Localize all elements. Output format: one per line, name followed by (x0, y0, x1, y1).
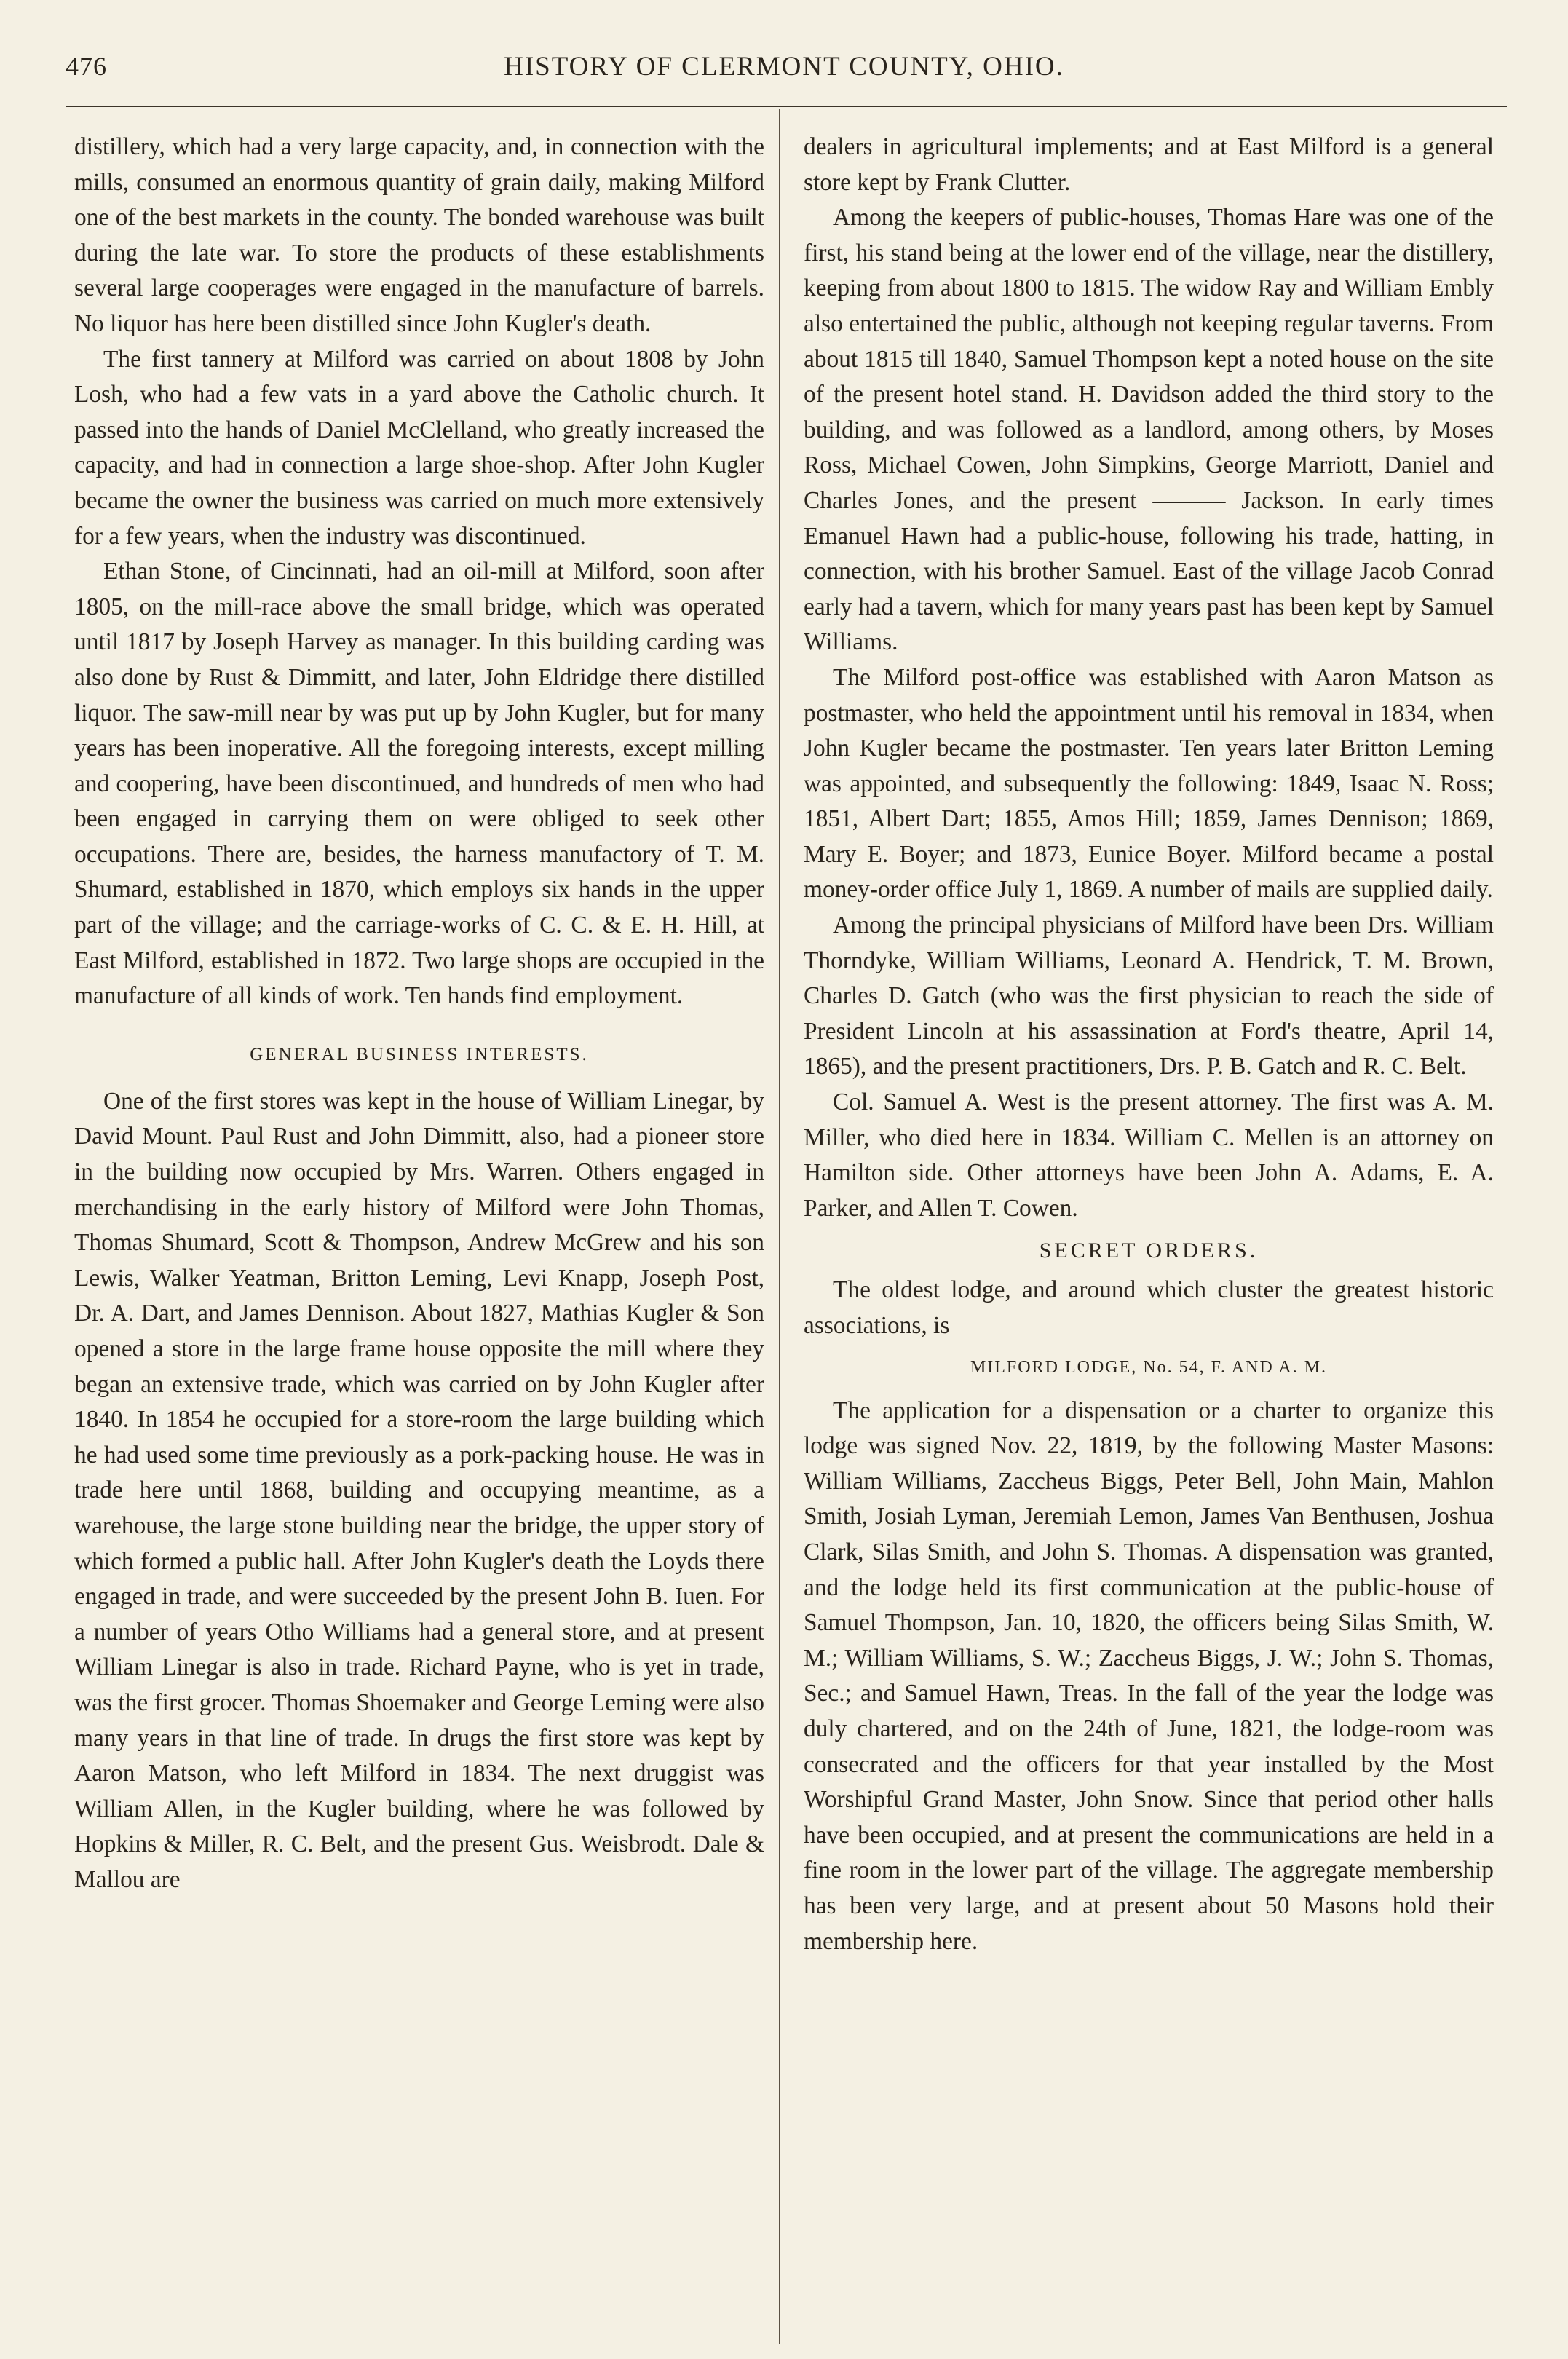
paragraph: distillery, which had a very large capacity, and, in connection with the mills, consumed an enormous quantity of grain daily, making Milford one of the best markets in the county. The bonded warehouse was built during the late war. To store the products of these establishments several large cooperages were engaged in the manufacture of barrels. No liquor has here been distilled since John Kugler's death. (74, 133, 764, 337)
paragraph: The Milford post-office was established with Aaron Matson as postmaster, who held the appointment until his removal in 1834, when John Kugler became the postmaster. Ten years later Britton Leming was appointed, and subsequently the following: 1849, Isaac N. Ross; 1851, Albert Dart; 1855, Amos Hill; 1859, James Dennison; 1869, Mary E. Boyer; and 1873, Eunice Boyer. Milford became a postal money-order office July 1, 1869. A number of mails are supplied daily. (804, 663, 1494, 904)
paragraph: Col. Samuel A. West is the present attorney. The first was A. M. Miller, who died here in 1834. William C. Mellen is an attorney on Hamilton side. Other attorneys have been John A. Adams, E. A. Parker, and Allen T. Cowen. (804, 1088, 1494, 1222)
column-divider (779, 109, 780, 2344)
right-column (804, 130, 1494, 1959)
header-rule (66, 106, 1507, 107)
paragraph: Among the keepers of public-houses, Thomas Hare was one of the first, his stand being at the lower end of the village, near the distillery, keeping from about 1800 to 1815. The widow Ray and William Embly also entertained the public, although not keeping regular taverns. From about 1815 till 1840, Samuel Thompson kept a noted house on the site of the present hotel stand. H. Davidson added the third story to the building, and was followed as a landlord, among others, by Moses Ross, Michael Cowen, John Simpkins, George Marriott, Daniel and Charles Jones, and the present ——— Jackson. In early times Emanuel Hawn had a public-house, following his trade, hatting, in connection, with his brother Samuel. East of the village Jacob Conrad early had a tavern, which for many years past has been kept by Samuel Williams. (804, 204, 1494, 656)
paragraph: The oldest lodge, and around which cluster the greatest historic associations, is (804, 1276, 1494, 1339)
paragraph: Among the principal physicians of Milford have been Drs. William Thorndyke, William Williams, Leonard A. Hendrick, T. M. Brown, Charles D. Gatch (who was the first physician to reach the side of President Lincoln at his assassination at Ford's theatre, April 14, 1865), and the present practitioners, Drs. P. B. Gatch and R. C. Belt. (804, 912, 1494, 1080)
section-heading-secret-orders: SECRET ORDERS. (1039, 1238, 1259, 1263)
page-number: 476 (66, 52, 107, 81)
paragraph: Ethan Stone, of Cincinnati, had an oil-mill at Milford, soon after 1805, on the mill-race above the small bridge, which was operated until 1817 by Joseph Harvey as manager. In this building carding was also done by Rust & Dimmitt, and later, John Eldridge there distilled liquor. The saw-mill near by was put up by John Kugler, but for many years has been inoperative. All the foregoing interests, except milling and coopering, have been discontinued, and hundreds of men who had been engaged in carrying them on were obliged to seek other occupations. There are, besides, the harness manufactory of T. M. Shumard, established in 1870, which employs six hands in the upper part of the village; and the carriage-works of C. C. & E. H. Hill, at East Milford, established in 1872. Two large shops are occupied in the manufacture of all kinds of work. Ten hands find employment. (74, 558, 764, 1010)
running-title: HISTORY OF CLERMONT COUNTY, OHIO. (504, 52, 1064, 82)
paragraph: The first tannery at Milford was carried on about 1808 by John Losh, who had a few vats in a yard above the Catholic church. It passed into the hands of Daniel McClelland, who greatly increased the capacity, and had in connection a large shoe-shop. After John Kugler became the owner the business was carried on much more extensively for a few years, when the industry was discontinued. (74, 345, 764, 550)
section-heading-general-business: GENERAL BUSINESS INTERESTS. (250, 1044, 589, 1064)
paragraph: One of the first stores was kept in the house of William Linegar, by David Mount. Paul Rust and John Dimmitt, also, had a pioneer store in the building now occupied by Mrs. Warren. Others engaged in merchandising in the early history of Milford were John Thomas, Thomas Shumard, Scott & Thompson, Andrew McGrew and his son Lewis, Walker Yeatman, Britton Leming, Levi Knapp, Joseph Post, Dr. A. Dart, and James Dennison. About 1827, Mathias Kugler & Son opened a store in the large frame house opposite the mill where they began an extensive trade, which was carried on by John Kugler after 1840. In 1854 he occupied for a store-room the large building which he had used some time previously as a pork-packing house. He was in trade here until 1868, building and occupying meantime, as a warehouse, the large stone building near the bridge, the upper story of which formed a public hall. After John Kugler's death the Loyds there engaged in trade, and were succeeded by the present John B. Iuen. For a number of years Otho Williams had a general store, and at present William Linegar is also in trade. Richard Payne, who is yet in trade, was the first grocer. Thomas Shoemaker and George Leming were also many years in that line of trade. In drugs the first store was kept by Aaron Matson, who left Milford in 1834. The next druggist was William Allen, in the Kugler building, where he was followed by Hopkins & Miller, R. C. Belt, and the present Gus. Weisbrodt. Dale & Mallou are (74, 1087, 764, 1893)
left-column (74, 130, 764, 1898)
paragraph: dealers in agricultural implements; and at East Milford is a general store kept by Frank Clutter. (804, 133, 1494, 196)
section-heading-milford-lodge: MILFORD LODGE, No. 54, F. AND A. M. (970, 1357, 1328, 1377)
paragraph: The application for a dispensation or a charter to organize this lodge was signed Nov. 22, 1819, by the following Master Masons: William Williams, Zaccheus Biggs, Peter Bell, John Main, Mahlon Smith, Josiah Lyman, Jeremiah Lemon, James Van Benthusen, Joshua Clark, Silas Smith, and John S. Thomas. A dispensation was granted, and the lodge held its first communication at the public-house of Samuel Thompson, Jan. 10, 1820, the officers being Silas Smith, W. M.; William Williams, S. W.; Zaccheus Biggs, J. W.; John S. Thomas, Sec.; and Samuel Hawn, Treas. In the fall of the year the lodge was duly chartered, and on the 24th of June, 1821, the lodge-room was consecrated and the officers for that year installed by the Most Worshipful Grand Master, John Snow. Since that period other halls have been occupied, and at present the communications are held in a fine room in the lower part of the village. The aggregate membership has been very large, and at present about 50 Masons hold their membership here. (804, 1396, 1494, 1955)
